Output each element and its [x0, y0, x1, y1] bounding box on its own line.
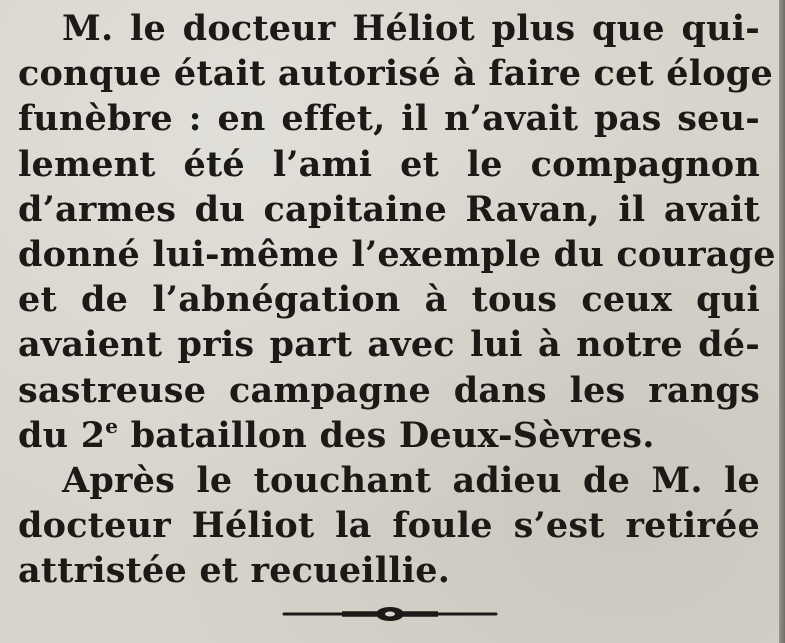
text-line: Après le touchant adieu de M. le	[62, 460, 760, 502]
text-line: d’armes du capitaine Ravan, il avait	[18, 188, 760, 230]
text-line: docteur Héliot la foule s’est retirée	[18, 505, 760, 547]
text-line: attristée et recueillie.	[18, 550, 451, 592]
page-edge-shadow	[779, 0, 785, 643]
text-fragment: du 2	[18, 414, 106, 456]
text-line: et de l’abnégation à tous ceux qui	[18, 279, 760, 321]
text-line: lement été l’ami et le compagnon	[18, 143, 760, 185]
text-line: funèbre : en effet, il n’avait pas seu-	[18, 98, 760, 140]
text-fragment: bataillon des Deux-Sèvres.	[118, 414, 655, 456]
article-column	[18, 6, 776, 594]
text-line: M. le docteur Héliot plus que qui-	[62, 8, 760, 49]
text-line-final	[18, 413, 760, 458]
paragraph-2	[18, 458, 760, 594]
text-line: sastreuse campagne dans les rangs	[18, 369, 760, 411]
paragraph-1	[18, 6, 776, 458]
section-divider-ornament	[282, 604, 498, 624]
ordinal-superscript: e	[105, 413, 119, 438]
text-line: conque était autorisé à faire cet éloge	[18, 53, 773, 95]
text-line: avaient pris part avec lui à notre dé-	[18, 324, 760, 366]
text-line: donné lui-même l’exemple du courage	[18, 234, 776, 276]
